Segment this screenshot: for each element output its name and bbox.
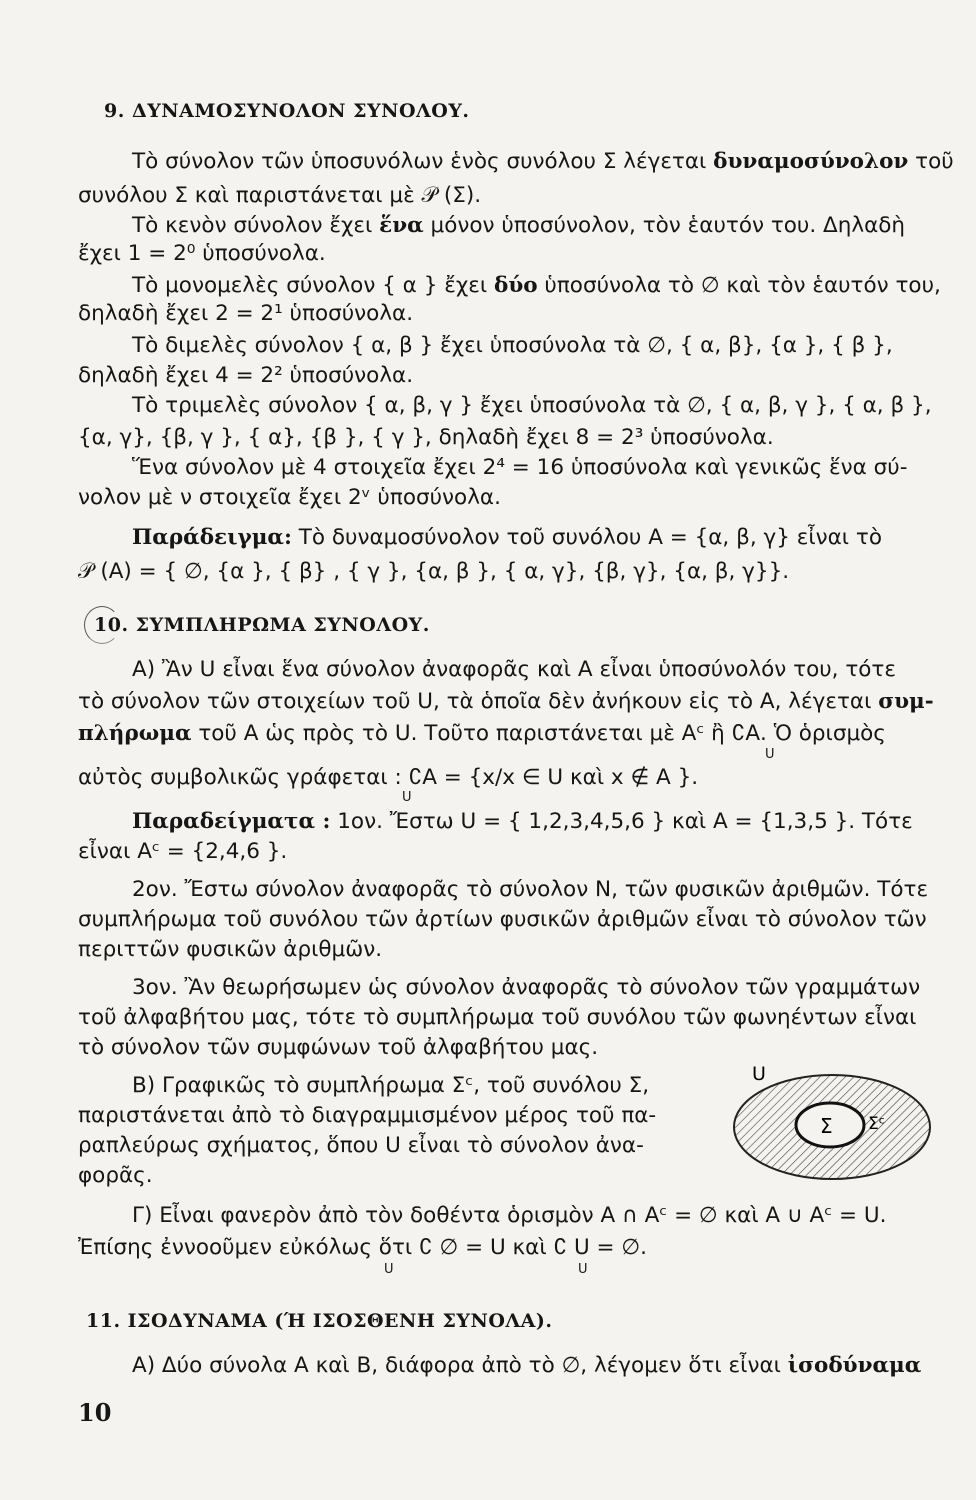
text-line: 2ον. Ἔστω σύνολον ἀναφορᾶς τὸ σύνολον Ν, τῶν φυσικῶν ἀριθμῶν. Τότε bbox=[132, 877, 929, 902]
section-11-heading: 11. ΙΣΟΔΥΝΑΜΑ (Ή ΙΣΟΣΘΕΝΗ ΣΥΝΟΛΑ). bbox=[86, 1310, 553, 1332]
text-line: περιττῶν φυσικῶν ἀριθμῶν. bbox=[78, 937, 383, 962]
text-line: τὸ σύνολον τῶν συμφώνων τοῦ ἀλφαβήτου μας. bbox=[78, 1035, 599, 1060]
section-10-heading: 10. ΣΥΜΠΛΗΡΩΜΑ ΣΥΝΟΛΟΥ. bbox=[94, 614, 430, 636]
text-line: Τὸ κενὸν σύνολον ἔχει ἕνα μόνον ὑποσύνολον, τὸν ἑαυτόν του. Δηλαδὴ bbox=[132, 213, 906, 238]
text-line: τοῦ ἀλφαβήτου μας, τότε τὸ συμπλήρωμα τοῦ συνόλου τῶν φωνηέντων εἶναι bbox=[78, 1005, 917, 1030]
text-line: Παράδειγμα: Τὸ δυναμοσύνολον τοῦ συνόλου Α = {α, β, γ} εἶναι τὸ bbox=[132, 525, 883, 550]
term-bold: πλήρωμα bbox=[78, 721, 192, 746]
term-bold: δυναμοσύνολον bbox=[713, 149, 909, 174]
text-line: Γ) Εἶναι φανερὸν ἀπὸ τὸν δοθέντα ὁρισμὸν Α ∩ Αᶜ = ∅ καὶ Α ∪ Αᶜ = U. bbox=[132, 1203, 887, 1228]
term-bold: συμ- bbox=[878, 689, 934, 714]
text-line: Τὸ διμελὲς σύνολον { α, β } ἔχει ὑποσύνολα τὰ ∅, { α, β}, {α }, { β }, bbox=[132, 333, 893, 358]
text-line: αὐτὸς συμβολικῶς γράφεται : ∁Α = {x/x ∈ U καὶ x ∉ A }. bbox=[78, 765, 699, 790]
page-number: 10 bbox=[78, 1398, 112, 1427]
text-line: 3ον. Ἂν θεωρήσωμεν ὡς σύνολον ἀναφορᾶς τὸ σύνολον τῶν γραμμάτων bbox=[132, 975, 921, 1000]
text-line: ἔχει 1 = 2⁰ ὑποσύνολα. bbox=[78, 241, 326, 266]
complement-label: Σᶜ bbox=[868, 1114, 886, 1134]
text-line: ραπλεύρως σχήματος, ὅπου U εἶναι τὸ σύνολον ἀνα- bbox=[78, 1133, 644, 1158]
example-label: Παράδειγμα: bbox=[132, 525, 292, 550]
text-line: πλήρωμα τοῦ Α ὡς πρὸς τὸ U. Τοῦτο παριστάνεται μὲ Αᶜ ἢ ∁Α. Ὁ ὁρισμὸς bbox=[78, 721, 886, 746]
subscript-u: U bbox=[384, 1262, 394, 1277]
text-line: συμπλήρωμα τοῦ συνόλου τῶν ἀρτίων φυσικῶν ἀριθμῶν εἶναι τὸ σύνολον τῶν bbox=[78, 907, 927, 932]
complement-diagram bbox=[726, 1060, 946, 1210]
text-line: Τὸ μονομελὲς σύνολον { α } ἔχει δύο ὑποσύνολα τὸ ∅ καὶ τὸν ἑαυτόν του, bbox=[132, 273, 941, 298]
term-bold: δύο bbox=[493, 273, 538, 298]
universe-label: U bbox=[752, 1063, 766, 1085]
text-line: νολον μὲ ν στοιχεῖα ἔχει 2ᵛ ὑποσύνολα. bbox=[78, 485, 501, 510]
text-line: Β) Γραφικῶς τὸ συμπλήρωμα Σᶜ, τοῦ συνόλου Σ, bbox=[132, 1073, 650, 1098]
text-line: δηλαδὴ ἔχει 4 = 2² ὑποσύνολα. bbox=[78, 363, 414, 388]
text-line: συνόλου Σ καὶ παριστάνεται μὲ 𝒫 (Σ). bbox=[78, 183, 482, 208]
text-line: φορᾶς. bbox=[78, 1163, 153, 1188]
text-line: τὸ σύνολον τῶν στοιχείων τοῦ U, τὰ ὁποῖα δὲν ἀνήκουν εἰς τὸ Α, λέγεται συμ- bbox=[78, 689, 934, 714]
text-line: Παραδείγματα : 1ον. Ἔστω U = { 1,2,3,4,5,6 } καὶ A = {1,3,5 }. Τότε bbox=[132, 809, 913, 834]
text-line: δηλαδὴ ἔχει 2 = 2¹ ὑποσύνολα. bbox=[78, 301, 414, 326]
term-bold: ἰσοδύναμα bbox=[787, 1353, 922, 1378]
text-line: Α) Δύο σύνολα Α καὶ Β, διάφορα ἀπὸ τὸ ∅, λέγομεν ὅτι εἶναι ἰσοδύναμα bbox=[132, 1353, 922, 1378]
examples-label: Παραδείγματα : bbox=[132, 809, 331, 834]
term-bold: ἕνα bbox=[379, 213, 424, 238]
text-line: {α, γ}, {β, γ }, { α}, {β }, { γ }, δηλαδὴ ἔχει 8 = 2³ ὑποσύνολα. bbox=[78, 425, 774, 450]
text-line: Τὸ τριμελὲς σύνολον { α, β, γ } ἔχει ὑποσύνολα τὰ ∅, { α, β, γ }, { α, β }, bbox=[132, 393, 932, 418]
subscript-u: U bbox=[578, 1262, 588, 1277]
text-line: παριστάνεται ἀπὸ τὸ διαγραμμισμένον μέρος τοῦ πα- bbox=[78, 1103, 657, 1128]
subscript-u: U bbox=[402, 790, 412, 805]
text-line: Ἐπίσης ἐννοοῦμεν εὐκόλως ὅτι ∁ ∅ = U καὶ ∁ U = ∅. bbox=[78, 1235, 647, 1260]
sigma-label: Σ bbox=[820, 1114, 833, 1138]
subscript-u: U bbox=[765, 747, 775, 762]
text-line: Ἕνα σύνολον μὲ 4 στοιχεῖα ἔχει 2⁴ = 16 ὑποσύνολα καὶ γενικῶς ἕνα σύ- bbox=[132, 455, 908, 480]
section-9-heading: 9. ΔΥΝΑΜΟΣΥΝΟΛΟΝ ΣΥΝΟΛΟΥ. bbox=[104, 100, 470, 122]
text-line: Α) Ἂν U εἶναι ἕνα σύνολον ἀναφορᾶς καὶ Α εἶναι ὑποσύνολόν του, τότε bbox=[132, 657, 896, 682]
text-line: Τὸ σύνολον τῶν ὑποσυνόλων ἑνὸς συνόλου Σ λέγεται δυναμοσύνολον τοῦ bbox=[132, 149, 954, 174]
text-line: εἶναι Αᶜ = {2,4,6 }. bbox=[78, 839, 288, 864]
text-line: 𝒫 (Α) = { ∅, {α }, { β} , { γ }, {α, β }, { α, γ}, {β, γ}, {α, β, γ}}. bbox=[78, 559, 790, 584]
